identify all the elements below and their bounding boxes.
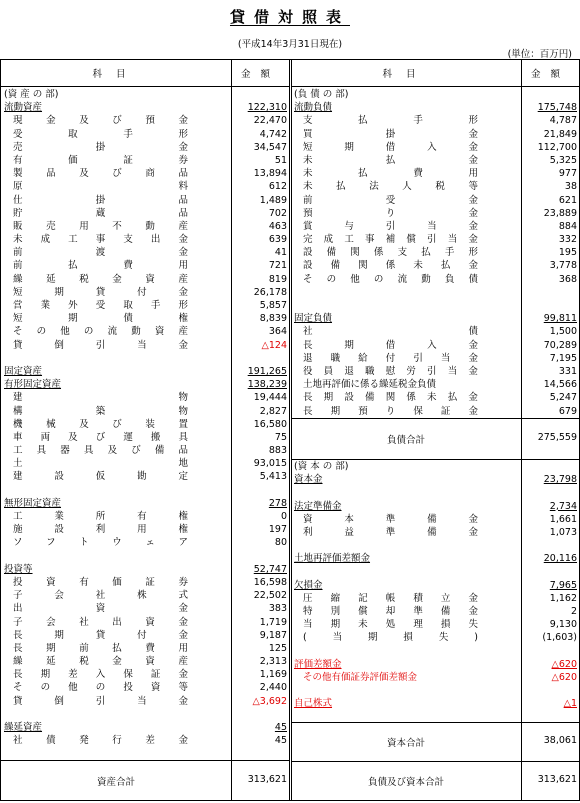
row-amount: 1,169 — [259, 669, 287, 681]
table-row — [1, 352, 289, 365]
row-label: 営 業 外 受 取 手 形 — [13, 300, 188, 311]
table-row — [291, 526, 579, 539]
row-amount: 332 — [558, 234, 577, 246]
row-amount: 26,178 — [253, 286, 287, 298]
row-label: 資本金 — [294, 474, 323, 486]
row-label: 未 払 費 用 — [303, 168, 478, 180]
row-amount: 7,195 — [549, 352, 577, 364]
table-row — [1, 510, 289, 523]
document-title: 貸借対照表 — [229, 8, 350, 26]
row-amount: 138,239 — [247, 379, 287, 391]
grand-total-row — [291, 761, 579, 800]
row-amount: 22,502 — [253, 590, 287, 602]
row-label: 子 会 社 株 式 — [13, 590, 188, 602]
row-amount: 122,310 — [247, 102, 287, 114]
table-row — [1, 88, 289, 101]
table-row — [1, 708, 289, 721]
table-row — [1, 286, 289, 299]
row-label: 長 期 設 備 関 係 未 払 金 — [303, 392, 478, 404]
table-row — [1, 259, 289, 272]
row-label: 買 掛 金 — [303, 128, 478, 140]
row-label: 固定負債 — [294, 313, 333, 325]
row-label: 構 築 物 — [13, 405, 188, 417]
row-label: 無形固定資産 — [4, 497, 62, 509]
row-label: ( 当 期 損 失 ) — [303, 632, 478, 644]
table-row — [1, 563, 289, 576]
row-label: 退 職 給 付 引 当 金 — [303, 352, 478, 364]
table-row — [1, 246, 289, 259]
liabilities-total-row — [291, 418, 579, 460]
header-item: 科目 — [92, 69, 140, 80]
table-row — [1, 470, 289, 483]
row-amount: 23,798 — [543, 474, 577, 486]
row-label: ソ フ ト ウ ェ ア — [13, 537, 188, 549]
table-row — [1, 484, 289, 497]
table-row — [291, 473, 579, 486]
row-label: 施 設 利 用 権 — [13, 524, 188, 536]
table-row — [1, 325, 289, 338]
row-amount: 2,734 — [549, 500, 577, 512]
row-amount: 112,700 — [537, 141, 577, 153]
table-row — [291, 88, 579, 101]
assets-total-amount: 313,621 — [247, 774, 287, 785]
row-amount: 702 — [268, 207, 287, 219]
table-row — [291, 513, 579, 526]
table-row — [291, 684, 579, 697]
row-amount: 9,187 — [259, 629, 287, 641]
row-amount: 383 — [268, 603, 287, 615]
row-label: 長 期 差 入 保 証 金 — [13, 669, 188, 681]
liabilities-header — [291, 60, 579, 87]
row-amount: 41 — [274, 247, 287, 259]
row-amount: 679 — [558, 405, 577, 417]
row-amount: 20,116 — [543, 553, 577, 565]
row-label: 流動負債 — [294, 102, 333, 114]
liabilities-equity-column — [291, 60, 579, 800]
row-amount: 278 — [268, 497, 287, 509]
table-row — [291, 391, 579, 404]
table-row — [291, 697, 579, 710]
row-label: 固定資産 — [4, 365, 43, 377]
row-label: 売 掛 金 — [13, 141, 188, 153]
row-amount: 75 — [274, 431, 287, 443]
row-label: そ の 他 の 投 資 等 — [13, 682, 188, 694]
row-amount: 99,811 — [543, 313, 577, 325]
row-label: 社 債 発 行 差 金 — [13, 735, 188, 747]
row-amount: 2,440 — [259, 682, 287, 694]
table-row — [291, 207, 579, 220]
row-amount: 34,547 — [253, 141, 287, 153]
table-row — [1, 405, 289, 418]
row-amount: 7,965 — [549, 579, 577, 591]
row-label: 子 会 社 出 資 金 — [13, 616, 188, 628]
row-label: 未 成 工 事 支 出 金 — [13, 234, 188, 246]
liabilities-total-amount: 275,559 — [537, 432, 577, 443]
assets-header — [1, 60, 289, 87]
table-row — [1, 154, 289, 167]
row-amount: 22,470 — [253, 115, 287, 127]
table-row — [291, 114, 579, 127]
liabilities-total-label: 負債合計 — [386, 435, 425, 446]
row-amount: 9,130 — [549, 619, 577, 631]
row-amount: 45 — [274, 735, 287, 747]
row-amount: 0 — [280, 511, 287, 522]
column-divider — [289, 60, 290, 800]
liabilities-rows — [291, 88, 579, 418]
row-label: 社 債 — [303, 326, 478, 338]
table-row — [1, 444, 289, 457]
unit-note: (単位：百万円) — [507, 49, 572, 60]
table-row — [291, 486, 579, 499]
table-row — [1, 695, 289, 708]
header-item: 科目 — [382, 69, 430, 80]
row-label: 圧 縮 記 帳 積 立 金 — [303, 592, 478, 604]
row-label: 役 員 退 職 慰 労 引 当 金 — [303, 365, 478, 377]
table-row — [1, 681, 289, 694]
row-amount: 16,598 — [253, 576, 287, 588]
row-amount: 5,247 — [549, 392, 577, 404]
row-label: 原 料 — [13, 181, 188, 193]
row-amount: 368 — [558, 273, 577, 285]
table-row — [1, 391, 289, 404]
row-label: 投 資 有 価 証 券 — [13, 576, 188, 588]
row-amount: 2 — [570, 606, 577, 618]
table-row — [291, 378, 579, 391]
row-label: 前 渡 金 — [13, 247, 188, 259]
table-row — [1, 180, 289, 193]
table-row — [291, 259, 579, 272]
row-label: 繰 延 税 金 資 産 — [13, 656, 188, 668]
row-amount: 4,742 — [259, 128, 287, 140]
table-row — [291, 101, 579, 114]
row-label: 前 払 費 用 — [13, 260, 188, 272]
row-label: 有形固定資産 — [4, 379, 62, 391]
row-amount: △124 — [261, 339, 287, 351]
table-row — [291, 286, 579, 299]
table-row — [1, 642, 289, 655]
table-row — [291, 325, 579, 338]
table-row — [1, 457, 289, 470]
row-label: 貯 蔵 品 — [13, 207, 188, 219]
row-label: その他有価証券評価差額金 — [303, 672, 418, 683]
table-row — [1, 523, 289, 536]
table-row — [1, 339, 289, 352]
row-label: 土地再評価に係る繰延税金負債 — [303, 379, 437, 391]
table-row — [1, 734, 289, 747]
row-label: 建 物 — [13, 392, 188, 404]
table-row — [291, 339, 579, 352]
row-label: 貸 倒 引 当 金 — [13, 695, 188, 707]
table-row — [291, 566, 579, 579]
row-label: 長 期 貸 付 金 — [13, 629, 188, 641]
row-label: そ の 他 の 流 動 資 産 — [13, 326, 188, 338]
table-row — [291, 167, 579, 180]
table-row — [1, 312, 289, 325]
table-row — [291, 405, 579, 418]
table-row — [291, 658, 579, 671]
row-amount: 191,265 — [247, 365, 287, 377]
equity-total-label: 資本合計 — [386, 738, 425, 749]
table-row — [291, 618, 579, 631]
row-label: 資 本 準 備 金 — [303, 513, 478, 525]
row-label: 設 備 関 係 未 払 金 — [303, 260, 478, 272]
row-amount: 364 — [268, 326, 287, 338]
row-label: 法定準備金 — [294, 500, 342, 512]
row-label: 当 期 未 処 理 損 失 — [303, 619, 478, 631]
row-label: 預 り 金 — [303, 207, 478, 219]
row-amount: 2,827 — [259, 405, 287, 417]
row-amount: 5,413 — [259, 471, 287, 483]
table-row — [1, 128, 289, 141]
row-label: 繰 延 税 金 資 産 — [13, 273, 188, 285]
table-row — [1, 602, 289, 615]
row-amount: 3,778 — [549, 260, 577, 272]
table-row — [291, 312, 579, 325]
row-label: 流動資産 — [4, 102, 43, 114]
row-label: 未 払 法 人 税 等 — [303, 181, 478, 193]
row-amount: 639 — [268, 234, 287, 246]
table-row — [291, 645, 579, 658]
row-label: 短 期 貸 付 金 — [13, 286, 188, 298]
row-label: 支 払 手 形 — [303, 115, 478, 127]
table-row — [1, 576, 289, 589]
row-label: 有 価 証 券 — [13, 154, 188, 166]
row-label: 車 両 及 び 運 搬 具 — [13, 431, 188, 443]
equity-total-row — [291, 722, 579, 762]
row-amount: 80 — [274, 537, 287, 549]
table-row — [1, 589, 289, 602]
row-amount: 819 — [268, 273, 287, 285]
table-row — [1, 141, 289, 154]
row-label: 長 期 借 入 金 — [303, 339, 478, 351]
row-amount: 13,894 — [253, 168, 287, 180]
row-amount: (1,603) — [542, 632, 577, 644]
row-label: 完 成 工 事 補 償 引 当 金 — [303, 234, 478, 246]
table-row — [291, 180, 579, 193]
row-amount: 1,719 — [259, 616, 287, 628]
row-label: 欠損金 — [294, 579, 323, 591]
grand-total-label: 負債及び資本合計 — [367, 777, 444, 788]
row-label: 評価差額金 — [294, 658, 342, 670]
row-amount: 1,489 — [259, 194, 287, 206]
row-amount: 883 — [268, 445, 287, 457]
table-row — [291, 299, 579, 312]
row-label: 仕 掛 品 — [13, 194, 188, 206]
table-row — [291, 460, 579, 473]
row-label: 製 品 及 び 商 品 — [13, 168, 188, 180]
table-row — [291, 539, 579, 552]
row-label: 工 具 器 具 及 び 備 品 — [13, 445, 188, 457]
row-amount: 125 — [268, 642, 287, 654]
header-amount: 金額 — [530, 69, 570, 80]
table-row — [1, 233, 289, 246]
table-row — [1, 378, 289, 391]
table-row — [291, 631, 579, 644]
row-amount: 5,857 — [259, 300, 287, 311]
row-label: 自己株式 — [294, 698, 333, 710]
table-row — [291, 194, 579, 207]
row-label: 投資等 — [4, 563, 33, 575]
table-row — [291, 352, 579, 365]
equity-total-amount: 38,061 — [543, 735, 577, 746]
table-row — [291, 220, 579, 233]
row-label: 長 期 前 払 費 用 — [13, 642, 188, 654]
table-row — [291, 552, 579, 565]
table-row — [291, 233, 579, 246]
row-amount: △620 — [551, 672, 577, 683]
row-amount: 21,849 — [543, 128, 577, 140]
row-amount: 1,162 — [549, 592, 577, 604]
table-row — [1, 418, 289, 431]
row-amount: △3,692 — [252, 695, 287, 707]
table-row — [1, 101, 289, 114]
row-label: 賞 与 引 当 金 — [303, 220, 478, 232]
table-row — [1, 497, 289, 510]
row-label: (負 債 の 部) — [294, 89, 349, 100]
row-amount: 70,289 — [543, 339, 577, 351]
row-label: そ の 他 の 流 動 負 債 — [303, 273, 478, 285]
row-label: 短 期 債 権 — [13, 313, 188, 325]
as-of-date: (平成14年3月31日現在) — [237, 39, 343, 50]
table-row — [1, 273, 289, 286]
row-amount: 1,661 — [549, 513, 577, 525]
row-label: 現 金 及 び 預 金 — [13, 115, 188, 127]
balance-sheet-table — [0, 59, 580, 801]
equity-rows — [291, 460, 579, 711]
row-label: 長 期 預 り 保 証 金 — [303, 405, 478, 417]
table-row — [291, 605, 579, 618]
row-label: 土 地 — [13, 458, 188, 470]
table-row — [1, 550, 289, 563]
assets-total-label: 資産合計 — [96, 777, 135, 788]
row-amount: 175,748 — [537, 102, 577, 114]
assets-rows — [1, 88, 289, 747]
row-label: 短 期 借 入 金 — [303, 141, 478, 153]
row-label: 販 売 用 不 動 産 — [13, 220, 188, 232]
row-amount: 621 — [558, 194, 577, 206]
table-row — [1, 536, 289, 549]
assets-total-row — [1, 760, 289, 801]
table-row — [1, 299, 289, 312]
row-label: 設 備 関 係 支 払 手 形 — [303, 247, 478, 259]
row-label: (資 産 の 部) — [4, 89, 59, 100]
table-row — [291, 365, 579, 378]
row-amount: 1,500 — [549, 326, 577, 338]
row-amount: 45 — [274, 722, 287, 733]
table-row — [291, 246, 579, 259]
row-label: 受 取 手 形 — [13, 128, 188, 140]
row-amount: 5,325 — [549, 154, 577, 166]
row-amount: 14,566 — [543, 379, 577, 391]
table-row — [1, 721, 289, 734]
row-label: 特 別 償 却 準 備 金 — [303, 606, 478, 618]
row-label: 機 械 及 び 装 置 — [13, 418, 188, 430]
row-label: 繰延資産 — [4, 722, 43, 733]
table-row — [1, 668, 289, 681]
table-row — [291, 141, 579, 154]
row-amount: 52,747 — [253, 563, 287, 575]
row-amount: 19,444 — [253, 392, 287, 404]
table-row — [291, 671, 579, 684]
table-row — [1, 194, 289, 207]
row-amount: 23,889 — [543, 207, 577, 219]
row-amount: 463 — [268, 220, 287, 232]
table-row — [1, 431, 289, 444]
row-amount: 721 — [268, 260, 287, 272]
table-row — [291, 592, 579, 605]
table-row — [1, 616, 289, 629]
table-row — [1, 167, 289, 180]
table-row — [1, 655, 289, 668]
row-amount: 1,073 — [549, 526, 577, 538]
table-row — [1, 207, 289, 220]
row-amount: 884 — [558, 220, 577, 232]
row-label: 建 設 仮 勘 定 — [13, 471, 188, 483]
row-label: 貸 倒 引 当 金 — [13, 339, 188, 351]
row-amount: 16,580 — [253, 418, 287, 430]
row-label: 前 受 金 — [303, 194, 478, 206]
row-amount: 977 — [558, 168, 577, 180]
table-row — [1, 220, 289, 233]
table-row — [1, 114, 289, 127]
table-row — [1, 629, 289, 642]
row-amount: 195 — [558, 247, 577, 259]
row-amount: △620 — [551, 658, 577, 670]
row-label: 土地再評価差額金 — [294, 553, 371, 565]
row-amount: 93,015 — [253, 458, 287, 470]
header-amount: 金額 — [240, 69, 280, 80]
table-row — [291, 128, 579, 141]
row-label: 出 資 金 — [13, 603, 188, 615]
table-row — [291, 500, 579, 513]
row-amount: 4,787 — [549, 115, 577, 127]
table-row — [291, 273, 579, 286]
table-row — [291, 154, 579, 167]
row-amount: 2,313 — [259, 656, 287, 668]
row-label: (資 本 の 部) — [294, 461, 349, 472]
row-amount: 51 — [274, 154, 287, 166]
row-amount: 38 — [564, 181, 577, 193]
assets-column — [1, 60, 289, 800]
row-amount: 331 — [558, 365, 577, 377]
row-label: 工 業 所 有 権 — [13, 511, 188, 522]
row-label: 未 払 金 — [303, 154, 478, 166]
row-label: 利 益 準 備 金 — [303, 526, 478, 538]
table-row — [291, 579, 579, 592]
row-amount: 197 — [268, 524, 287, 536]
row-amount: 8,839 — [259, 313, 287, 325]
row-amount: 612 — [268, 181, 287, 193]
grand-total-amount: 313,621 — [537, 774, 577, 785]
row-amount: △1 — [563, 698, 577, 710]
table-row — [1, 365, 289, 378]
